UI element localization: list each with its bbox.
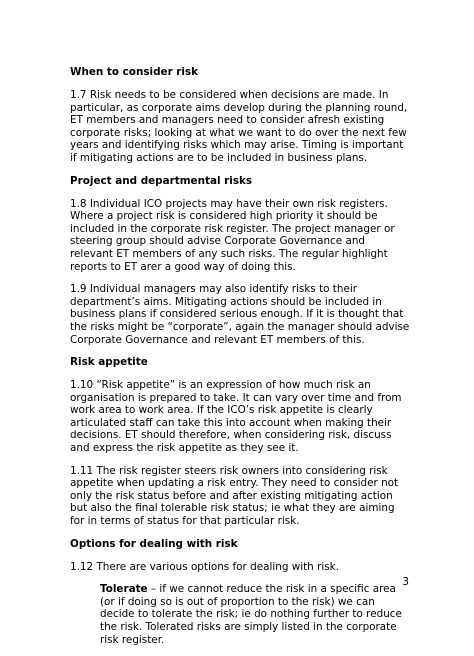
- tolerate-term: Tolerate: [100, 583, 148, 596]
- paragraph-1-11: 1.11 The risk register steers risk owners into considering risk appetite when updating a risk entry. They need to consider not only the risk status before and after existing mitigating action but also the final tolerable risk status; ie what they are aiming for in terms of status for that particular risk.: [70, 464, 399, 528]
- tolerate-description: – if we cannot reduce the risk in a specific area (or if doing so is out of proportion to the risk) we can decide to tolerate the risk; ie do nothing further to reduce the risk. Tolerated risks are simply listed in the corporate risk register.: [100, 583, 402, 646]
- paragraph-1-9: 1.9 Individual managers may also identify risks to their department’s aims. Mitigating actions should be included in business plans if considered serious enough. If it is thought that the risks might be “corporate”, again the manager should advise Corporate Governance and relevant ET members of this.: [70, 283, 410, 346]
- paragraph-1-10: 1.10 “Risk appetite” is an expression of how much risk an organisation is prepared to take. It can vary over time and from work area to work area. If the ICO’s risk appetite is clearly articulated staff can take this into account when making their decisions. ET should therefore, when considering risk, discuss and express the risk appetite as they see it.: [70, 379, 402, 455]
- page-number: 3: [402, 576, 409, 588]
- heading-risk-appetite: Risk appetite: [70, 356, 148, 369]
- paragraph-1-8: 1.8 Individual ICO projects may have their own risk registers. Where a project risk is considered high priority it should be included in the corporate risk register. The project manager or steering group should advise Corporate Governance and relevant ET members of any such risks. The regular highlight reports to ET arer a good way of doing this.: [70, 197, 395, 273]
- heading-project-departmental-risks: Project and departmental risks: [70, 174, 253, 187]
- page-content: [70, 66, 410, 656]
- paragraph-1-7: 1.7 Risk needs to be considered when decisions are made. In particular, as corporate aims develop during the planning round, ET members and managers need to consider afresh existing corporate risks; looking at what we want to do over the next few years and identifying risks which may arise. Timing is important if mitigating actions are to be included in business plans.: [70, 89, 408, 164]
- paragraph-1-12: 1.12 There are various options for dealing with risk.: [70, 560, 339, 573]
- heading-when-to-consider-risk: When to consider risk: [70, 66, 199, 78]
- heading-options-dealing-with-risk: Options for dealing with risk: [70, 537, 238, 550]
- tolerate-option: [100, 583, 410, 646]
